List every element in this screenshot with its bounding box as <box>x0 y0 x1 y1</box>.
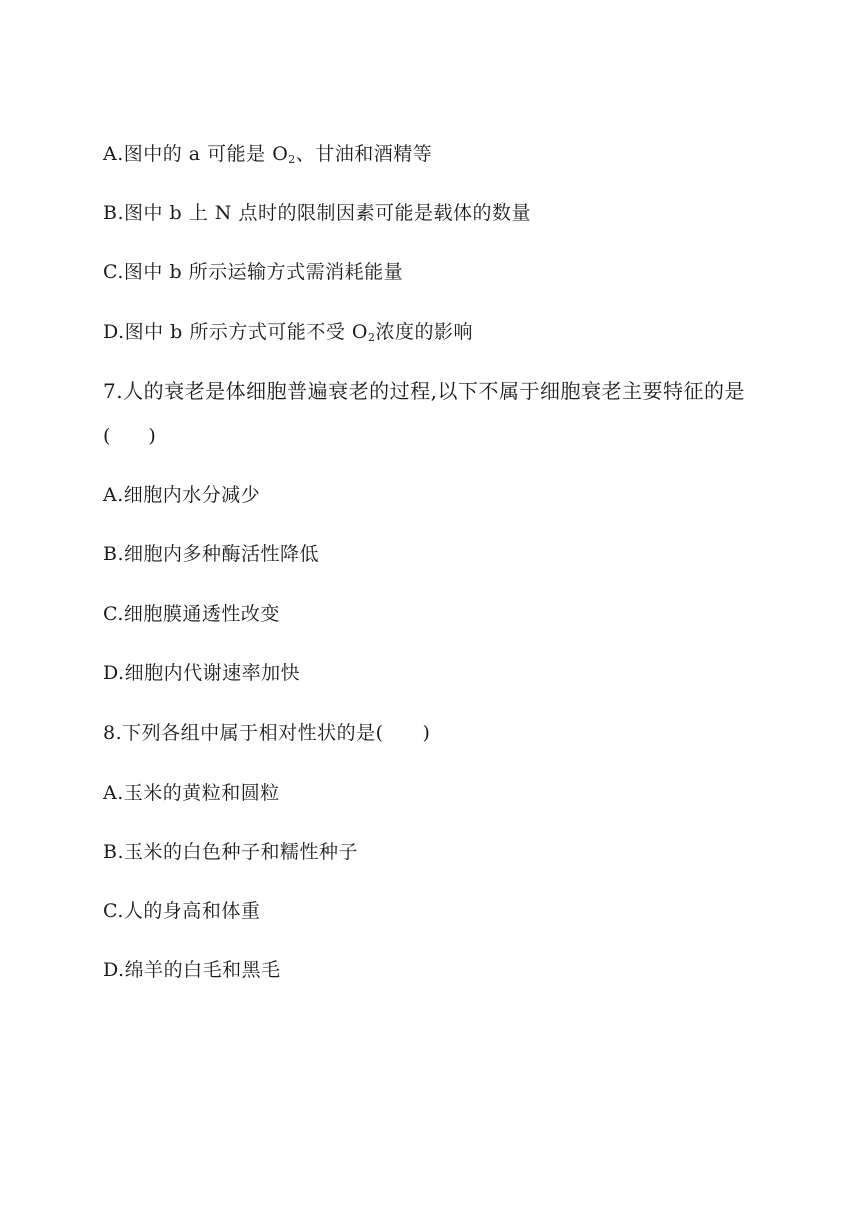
q8-option-b: B.玉米的白色种子和糯性种子 <box>103 841 359 863</box>
q7-option-b: B.细胞内多种酶活性降低 <box>103 543 320 565</box>
q6-option-b: B.图中 b 上 N 点时的限制因素可能是载体的数量 <box>103 202 531 224</box>
q7-option-d: D.细胞内代谢速率加快 <box>103 662 301 684</box>
q6-option-d-subscript: 2 <box>367 331 376 344</box>
q6-option-c: C.图中 b 所示运输方式需消耗能量 <box>103 261 404 283</box>
q6-option-a-text: A.图中的 a 可能是 O <box>103 143 289 165</box>
q7-option-c: C.细胞膜通透性改变 <box>103 603 280 625</box>
q6-option-a-text-end: 、甘油和酒精等 <box>295 143 433 165</box>
q7-option-a: A.细胞内水分减少 <box>103 484 261 506</box>
q6-option-a <box>103 142 432 166</box>
q8-stem: 8.下列各组中属于相对性状的是( ) <box>103 722 431 744</box>
q8-option-a: A.玉米的黄粒和圆粒 <box>103 782 280 804</box>
q6-option-d-text-end: 浓度的影响 <box>375 321 473 343</box>
q7-stem: 7.人的衰老是体细胞普遍衰老的过程,以下不属于细胞衰老主要特征的是 <box>103 379 745 403</box>
q8-option-d: D.绵羊的白毛和黑毛 <box>103 959 281 981</box>
q6-option-d <box>103 320 473 344</box>
q6-option-d-text: D.图中 b 所示方式可能不受 O <box>103 321 368 343</box>
q6-option-a-subscript: 2 <box>288 153 296 166</box>
q8-option-c: C.人的身高和体重 <box>103 900 261 922</box>
q7-answer-blank: ( ) <box>103 425 156 447</box>
